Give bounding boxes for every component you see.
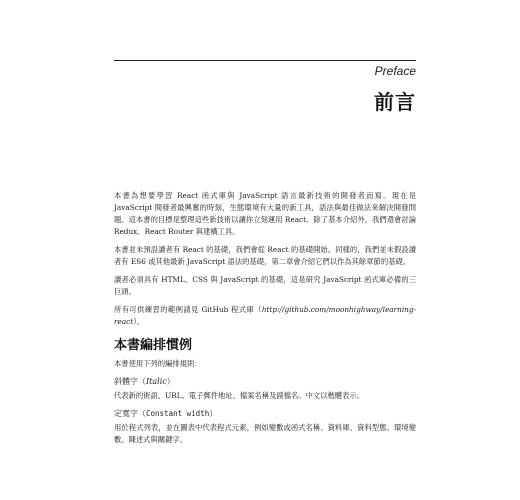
paragraph-intro: 本書為想要學習 React 函式庫與 JavaScript 語言最新技術的開發者而寫。現在是 JavaScript 開發者最興奮的時刻，生態環境有大量的新工具，語法與最佳做法來解決開發問題。這本書的目標是整理這些新技術以讓你立刻運用 React。除了基本介紹外，我們還會討論 Redux、React Router 與建構工具。	[114, 191, 416, 236]
section-heading-conventions: 本書編排慣例	[114, 338, 193, 353]
term-constant-width-description: 用於程式列表，並在圖表中代表程式元素，例如變數或函式名稱、資料庫、資料型態、環境變數、陳述式與關鍵字。	[114, 423, 416, 444]
paragraph-prerequisites: 本書並未預設讀者有 React 的基礎，我們會從 React 的基礎開始。同樣的，我們並未假設讀者有 ES6 或其他最新 JavaScript 語法的基礎，第二章會介紹它們以作為其餘章節的基礎。	[114, 245, 416, 266]
conventions-intro: 本書使用下列的編排規則：	[114, 359, 202, 368]
paragraph-required-skills: 讀者必須具有 HTML、CSS 與 JavaScript 的基礎，這是研究 JavaScript 函式庫必備的三巨頭。	[114, 275, 416, 296]
term-constant-width-styled: Constant width	[146, 409, 210, 418]
term-italic-suffix: ）	[166, 377, 175, 386]
github-text-suffix: ）。	[133, 317, 145, 326]
term-italic	[114, 376, 416, 388]
term-constant-width	[114, 408, 416, 420]
term-italic-description: 代表新的術語、URL、電子郵件地址、檔案名稱及副檔名。中文以楷體表示。	[114, 391, 364, 400]
github-url: http://github.com/moonhighway/learning-react	[114, 305, 416, 326]
chapter-title: 前言	[374, 90, 416, 114]
paragraph-github	[114, 304, 416, 328]
term-constant-width-suffix: ）	[209, 409, 218, 418]
github-text-prefix: 所有可供練習的範例請見 GitHub 程式庫（	[114, 305, 262, 314]
term-italic-styled: Italic	[146, 377, 167, 386]
term-italic-prefix: 斜體字（	[114, 377, 146, 386]
chapter-label: Preface	[114, 60, 416, 78]
term-constant-width-prefix: 定寬字（	[114, 409, 146, 418]
page-content	[114, 190, 416, 452]
